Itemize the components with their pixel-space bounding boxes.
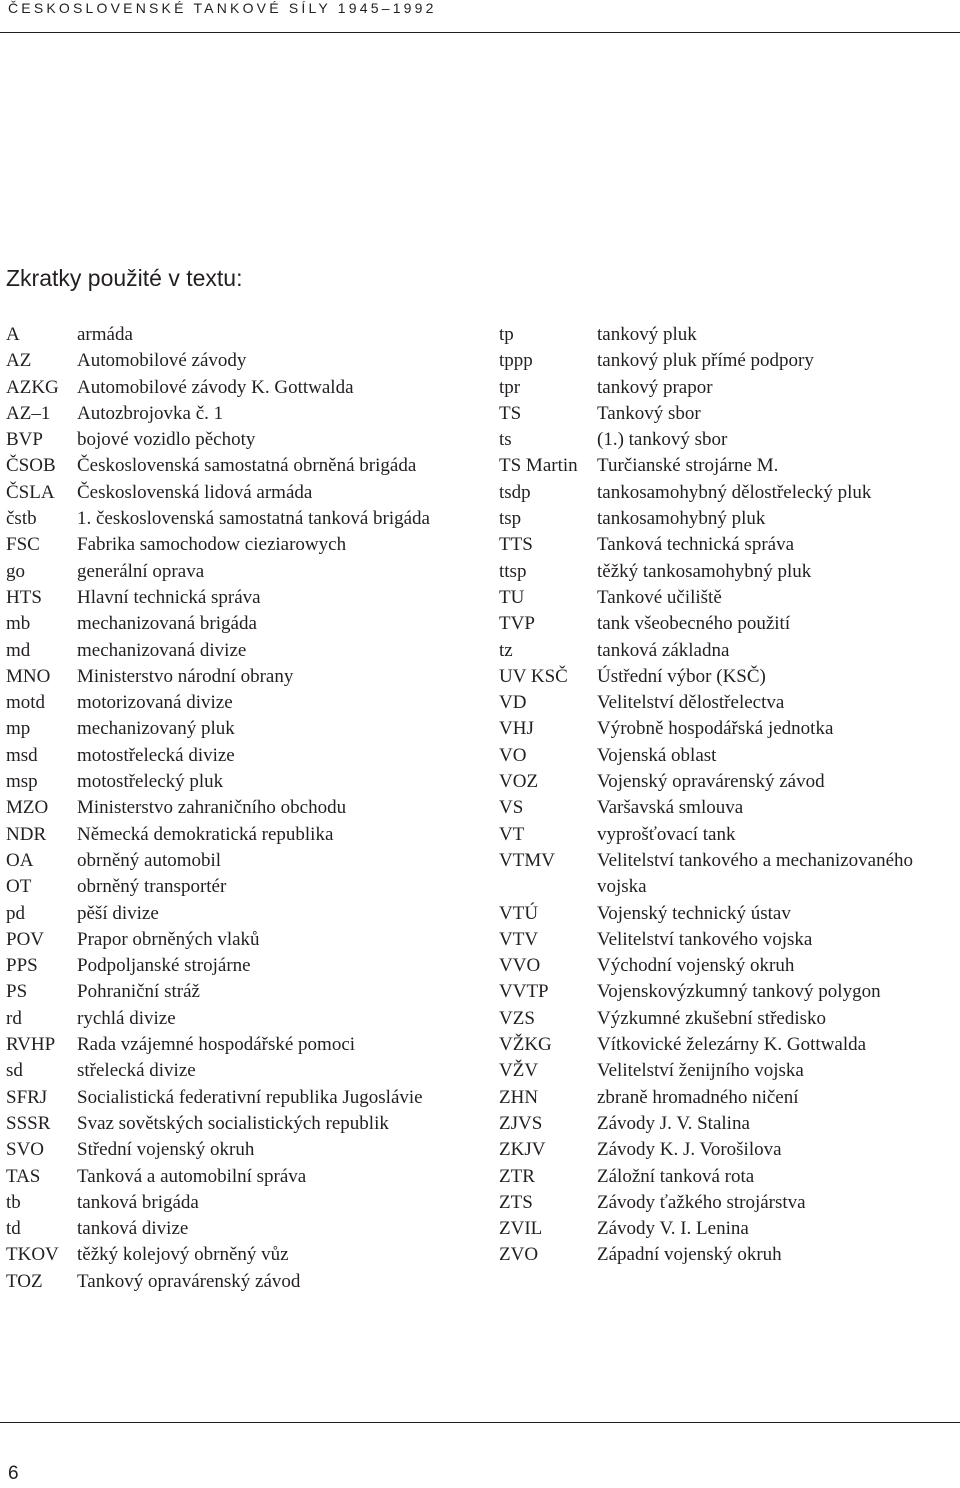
abbreviation-list-left	[6, 322, 476, 1295]
abbreviation-definition: rychlá divize	[77, 1007, 176, 1029]
abbreviation-definition: Podpoljanské strojárne	[77, 955, 251, 977]
abbreviation-definition: Ministerstvo zahraničního obchodu	[77, 797, 347, 819]
abbreviation-entry	[499, 480, 959, 506]
abbreviation: VHJ	[499, 718, 534, 740]
abbreviation-entry	[499, 1137, 959, 1163]
abbreviation-entry	[6, 506, 476, 532]
abbreviation-definition: těžký kolejový obrněný vůz	[77, 1244, 289, 1266]
abbreviation-definition: Fabrika samochodow cieziarowych	[77, 534, 347, 556]
abbreviation-definition: Tanková a automobilní správa	[77, 1165, 307, 1187]
abbreviation-definition: tank všeobecného použití	[597, 613, 791, 635]
abbreviation-entry	[499, 1242, 959, 1268]
abbreviation-entry	[6, 1190, 476, 1216]
page-number: 6	[8, 1463, 19, 1484]
abbreviation-entry	[499, 743, 959, 769]
abbreviation-entry	[6, 1216, 476, 1242]
abbreviation-definition: motostřelecký pluk	[77, 771, 224, 793]
abbreviation-definition: Velitelství ženijního vojska	[597, 1060, 804, 1082]
abbreviation-definition: Vítkovické železárny K. Gottwalda	[597, 1034, 867, 1056]
abbreviation-entry	[499, 375, 959, 401]
abbreviation: ČSOB	[6, 455, 56, 477]
abbreviation-entry	[499, 1032, 959, 1058]
abbreviation-definition: Automobilové závody	[77, 350, 247, 372]
abbreviation: AZ	[6, 350, 32, 372]
section-title: Zkratky použité v textu:	[6, 265, 243, 291]
abbreviation: čstb	[6, 508, 37, 530]
abbreviation-entry	[6, 401, 476, 427]
abbreviation-definition: Ústřední výbor (KSČ)	[597, 665, 766, 687]
abbreviation: msd	[6, 744, 38, 766]
abbreviation-entry	[499, 1216, 959, 1242]
abbreviation: VŽV	[499, 1060, 539, 1082]
abbreviation-entry	[6, 1085, 476, 1111]
abbreviation: ZJVS	[499, 1112, 543, 1134]
abbreviation-entry	[499, 1190, 959, 1216]
abbreviation-definition: tanková brigáda	[77, 1191, 199, 1213]
footer-rule	[0, 1422, 960, 1423]
abbreviation: VVTP	[499, 981, 549, 1003]
abbreviation: td	[6, 1218, 21, 1240]
abbreviation-entry	[6, 1242, 476, 1268]
abbreviation-definition: Ministerstvo národní obrany	[77, 665, 294, 687]
abbreviation-entry	[6, 716, 476, 742]
abbreviation: PPS	[6, 955, 38, 977]
abbreviation: go	[6, 560, 25, 582]
abbreviation-definition: armáda	[77, 324, 133, 345]
abbreviation: sd	[6, 1060, 23, 1082]
abbreviation-entry	[6, 1269, 476, 1295]
abbreviation-entry	[499, 348, 959, 374]
abbreviation: msp	[6, 771, 38, 793]
abbreviation-definition: Závody K. J. Vorošilova	[597, 1139, 782, 1161]
abbreviation-entry	[6, 348, 476, 374]
abbreviation-entry	[499, 585, 959, 611]
abbreviation-definition: Tanková technická správa	[597, 534, 795, 556]
abbreviation: tsp	[499, 508, 522, 530]
abbreviation-definition: Turčianské strojárne M.	[597, 455, 779, 477]
abbreviation-definition: Pohraniční stráž	[77, 981, 200, 1003]
abbreviation-entry	[6, 874, 476, 900]
abbreviation: ts	[499, 429, 512, 451]
abbreviation: ČSLA	[6, 481, 55, 503]
abbreviation-entry	[6, 795, 476, 821]
abbreviation: tb	[6, 1191, 21, 1213]
abbreviation-entry	[499, 638, 959, 664]
abbreviation: ZTR	[499, 1165, 535, 1187]
abbreviation: VVO	[499, 955, 541, 977]
abbreviation: pd	[6, 902, 25, 924]
header-rule	[0, 32, 960, 33]
abbreviation: tppp	[499, 350, 533, 372]
abbreviation: TOZ	[6, 1270, 43, 1292]
abbreviation: rd	[6, 1007, 22, 1029]
abbreviation-entry	[499, 453, 959, 479]
abbreviation-entry	[6, 927, 476, 953]
abbreviation-definition: Západní vojenský okruh	[597, 1244, 782, 1266]
abbreviation-definition: Závody ťažkého strojárstva	[597, 1191, 806, 1213]
abbreviation: VŽKG	[499, 1034, 552, 1056]
abbreviation-entry	[499, 901, 959, 927]
abbreviation-definition: tanková základna	[597, 639, 730, 661]
abbreviation-entry	[6, 979, 476, 1005]
abbreviation-entry	[6, 532, 476, 558]
abbreviation-entry	[499, 322, 959, 348]
abbreviation-entry	[499, 1058, 959, 1084]
abbreviation-entry	[6, 953, 476, 979]
abbreviation: NDR	[6, 823, 47, 845]
abbreviation-definition: vyprošťovací tank	[597, 823, 736, 845]
abbreviation: tp	[499, 324, 514, 345]
abbreviation: motd	[6, 692, 46, 714]
abbreviation: VS	[499, 797, 524, 819]
abbreviation-definition: zbraně hromadného ničení	[597, 1086, 799, 1108]
abbreviation-definition: Výzkumné zkušební středisko	[597, 1007, 827, 1029]
abbreviation-definition: obrněný transportér	[77, 876, 227, 898]
abbreviation: TVP	[499, 613, 535, 635]
abbreviation-definition: Tankové učiliště	[597, 586, 722, 608]
abbreviation-entry	[6, 664, 476, 690]
abbreviation-definition: 1. československá samostatná tanková brigáda	[77, 508, 430, 530]
abbreviation: VTÚ	[499, 902, 539, 924]
abbreviation-definition: generální oprava	[77, 560, 205, 582]
abbreviation-entry	[499, 532, 959, 558]
abbreviation-definition: Automobilové závody K. Gottwalda	[77, 376, 354, 398]
abbreviation-definition: Vojenský opravárenský závod	[597, 771, 825, 793]
abbreviation-entry	[6, 611, 476, 637]
abbreviation-entry	[6, 585, 476, 611]
abbreviation-entry	[499, 690, 959, 716]
abbreviation-entry	[6, 1137, 476, 1163]
abbreviation-entry	[6, 480, 476, 506]
abbreviation-definition: tankový prapor	[597, 376, 713, 398]
abbreviation: TKOV	[6, 1244, 59, 1266]
abbreviation-entry	[499, 1111, 959, 1137]
abbreviation-entry	[6, 1006, 476, 1032]
abbreviation-definition: Tankový sbor	[597, 402, 701, 424]
abbreviation: tsdp	[499, 481, 531, 503]
abbreviation: VT	[499, 823, 525, 845]
abbreviation: OA	[6, 849, 34, 871]
abbreviation-entry	[6, 559, 476, 585]
abbreviation-entry	[499, 795, 959, 821]
abbreviation-definition: Velitelství tankového a mechanizovaného vojska	[597, 849, 914, 898]
abbreviation: VO	[499, 744, 527, 766]
abbreviation: VTV	[499, 928, 539, 950]
abbreviation: MNO	[6, 665, 51, 687]
abbreviation-entry	[6, 769, 476, 795]
abbreviation-definition: Vojenský technický ústav	[597, 902, 791, 924]
abbreviation-definition: Závody V. I. Lenina	[597, 1218, 749, 1240]
abbreviation: VD	[499, 692, 527, 714]
abbreviation-definition: Československá lidová armáda	[77, 481, 313, 503]
abbreviation: VTMV	[499, 849, 555, 871]
abbreviation: SVO	[6, 1139, 45, 1161]
abbreviation-definition: Závody J. V. Stalina	[597, 1112, 750, 1134]
abbreviation: tpr	[499, 376, 521, 398]
abbreviation-entry	[6, 1111, 476, 1137]
abbreviation: UV KSČ	[499, 665, 568, 687]
abbreviation-entry	[499, 822, 959, 848]
abbreviation: A	[6, 324, 20, 345]
abbreviation-entry	[499, 1085, 959, 1111]
abbreviation: OT	[6, 876, 32, 898]
abbreviation-definition: obrněný automobil	[77, 849, 222, 871]
abbreviation: ttsp	[499, 560, 527, 582]
abbreviation-definition: (1.) tankový sbor	[597, 429, 728, 451]
abbreviation-definition: Autozbrojovka č. 1	[77, 402, 224, 424]
abbreviation-entry	[6, 638, 476, 664]
abbreviation-definition: tankosamohybný dělostřelecký pluk	[597, 481, 872, 503]
abbreviation: ZHN	[499, 1086, 539, 1108]
abbreviation-definition: Svaz sovětských socialistických republik	[77, 1112, 389, 1134]
abbreviation-entry	[499, 1164, 959, 1190]
abbreviation-definition: Velitelství dělostřelectva	[597, 692, 785, 714]
abbreviation-definition: Vojenskovýzkumný tankový polygon	[597, 981, 881, 1003]
abbreviation: ZVO	[499, 1244, 539, 1266]
abbreviation-definition: tankosamohybný pluk	[597, 508, 766, 530]
abbreviation-list-right	[499, 322, 959, 1269]
abbreviation-definition: těžký tankosamohybný pluk	[597, 560, 812, 582]
abbreviation: tz	[499, 639, 513, 661]
abbreviation: TS Martin	[499, 455, 578, 477]
abbreviation-definition: pěší divize	[77, 902, 159, 924]
abbreviation-entry	[6, 901, 476, 927]
abbreviation-definition: motorizovaná divize	[77, 692, 233, 714]
abbreviation-entry	[6, 427, 476, 453]
abbreviation-entry	[6, 453, 476, 479]
abbreviation-definition: mechanizovaná brigáda	[77, 613, 257, 635]
abbreviation-entry	[499, 427, 959, 453]
abbreviation-definition: střelecká divize	[77, 1060, 196, 1082]
abbreviation-definition: Německá demokratická republika	[77, 823, 334, 845]
abbreviation: VZS	[499, 1007, 535, 1029]
abbreviation-entry	[6, 1164, 476, 1190]
abbreviation-definition: Východní vojenský okruh	[597, 955, 795, 977]
abbreviation-entry	[499, 506, 959, 532]
abbreviation-definition: Záložní tanková rota	[597, 1165, 755, 1187]
abbreviation-entry	[6, 848, 476, 874]
abbreviation-entry	[6, 690, 476, 716]
abbreviation: BVP	[6, 429, 43, 451]
abbreviation-definition: Vojenská oblast	[597, 744, 717, 766]
abbreviation-entry	[6, 822, 476, 848]
abbreviation-definition: Rada vzájemné hospodářské pomoci	[77, 1034, 356, 1056]
abbreviation: SSSR	[6, 1112, 51, 1134]
abbreviation: TS	[499, 402, 522, 424]
abbreviation-definition: Socialistická federativní republika Jugoslávie	[77, 1086, 423, 1108]
abbreviation: ZTS	[499, 1191, 533, 1213]
abbreviation-definition: mechanizovaný pluk	[77, 718, 235, 740]
abbreviation-entry	[499, 611, 959, 637]
abbreviation-definition: motostřelecká divize	[77, 744, 235, 766]
abbreviation-definition: Střední vojenský okruh	[77, 1139, 255, 1161]
abbreviation: SFRJ	[6, 1086, 48, 1108]
abbreviation: HTS	[6, 586, 42, 608]
abbreviation-definition: bojové vozidlo pěchoty	[77, 429, 256, 451]
abbreviation-definition: Prapor obrněných vlaků	[77, 928, 260, 950]
abbreviation-definition: tanková divize	[77, 1218, 189, 1240]
abbreviation-entry	[499, 927, 959, 953]
abbreviation: TU	[499, 586, 525, 608]
abbreviation-entry	[499, 848, 959, 901]
abbreviation: MZO	[6, 797, 49, 819]
abbreviation-definition: Varšavská smlouva	[597, 797, 744, 819]
abbreviation-definition: Velitelství tankového vojska	[597, 928, 813, 950]
abbreviation: ZVIL	[499, 1218, 543, 1240]
abbreviation-entry	[499, 716, 959, 742]
abbreviation-entry	[6, 743, 476, 769]
abbreviation: RVHP	[6, 1034, 56, 1056]
abbreviation: TAS	[6, 1165, 41, 1187]
abbreviation-entry	[6, 375, 476, 401]
abbreviation: md	[6, 639, 31, 661]
abbreviation: mb	[6, 613, 31, 635]
abbreviation: AZ–1	[6, 402, 51, 424]
abbreviation-entry	[499, 1006, 959, 1032]
abbreviation-definition: mechanizovaná divize	[77, 639, 247, 661]
abbreviation-entry	[6, 1058, 476, 1084]
abbreviation: VOZ	[499, 771, 539, 793]
abbreviation: TTS	[499, 534, 533, 556]
abbreviation-entry	[499, 401, 959, 427]
abbreviation-definition: Tankový opravárenský závod	[77, 1270, 301, 1292]
abbreviation-definition: Výrobně hospodářská jednotka	[597, 718, 834, 740]
abbreviation: FSC	[6, 534, 40, 556]
abbreviation-entry	[6, 1032, 476, 1058]
abbreviation-definition: Hlavní technická správa	[77, 586, 261, 608]
abbreviation-entry	[499, 559, 959, 585]
abbreviation: ZKJV	[499, 1139, 546, 1161]
abbreviation: PS	[6, 981, 28, 1003]
abbreviation-entry	[499, 664, 959, 690]
abbreviation-entry	[499, 953, 959, 979]
abbreviation-definition: tankový pluk přímé podpory	[597, 350, 814, 372]
abbreviation-entry	[499, 769, 959, 795]
running-header: ČESKOSLOVENSKÉ TANKOVÉ SÍLY 1945–1992	[8, 0, 437, 16]
abbreviation-definition: tankový pluk	[597, 324, 697, 345]
abbreviation-definition: Československá samostatná obrněná brigáda	[77, 455, 417, 477]
abbreviation-entry	[6, 322, 476, 348]
abbreviation: mp	[6, 718, 31, 740]
abbreviation: AZKG	[6, 376, 59, 398]
abbreviation: POV	[6, 928, 45, 950]
abbreviation-entry	[499, 979, 959, 1005]
